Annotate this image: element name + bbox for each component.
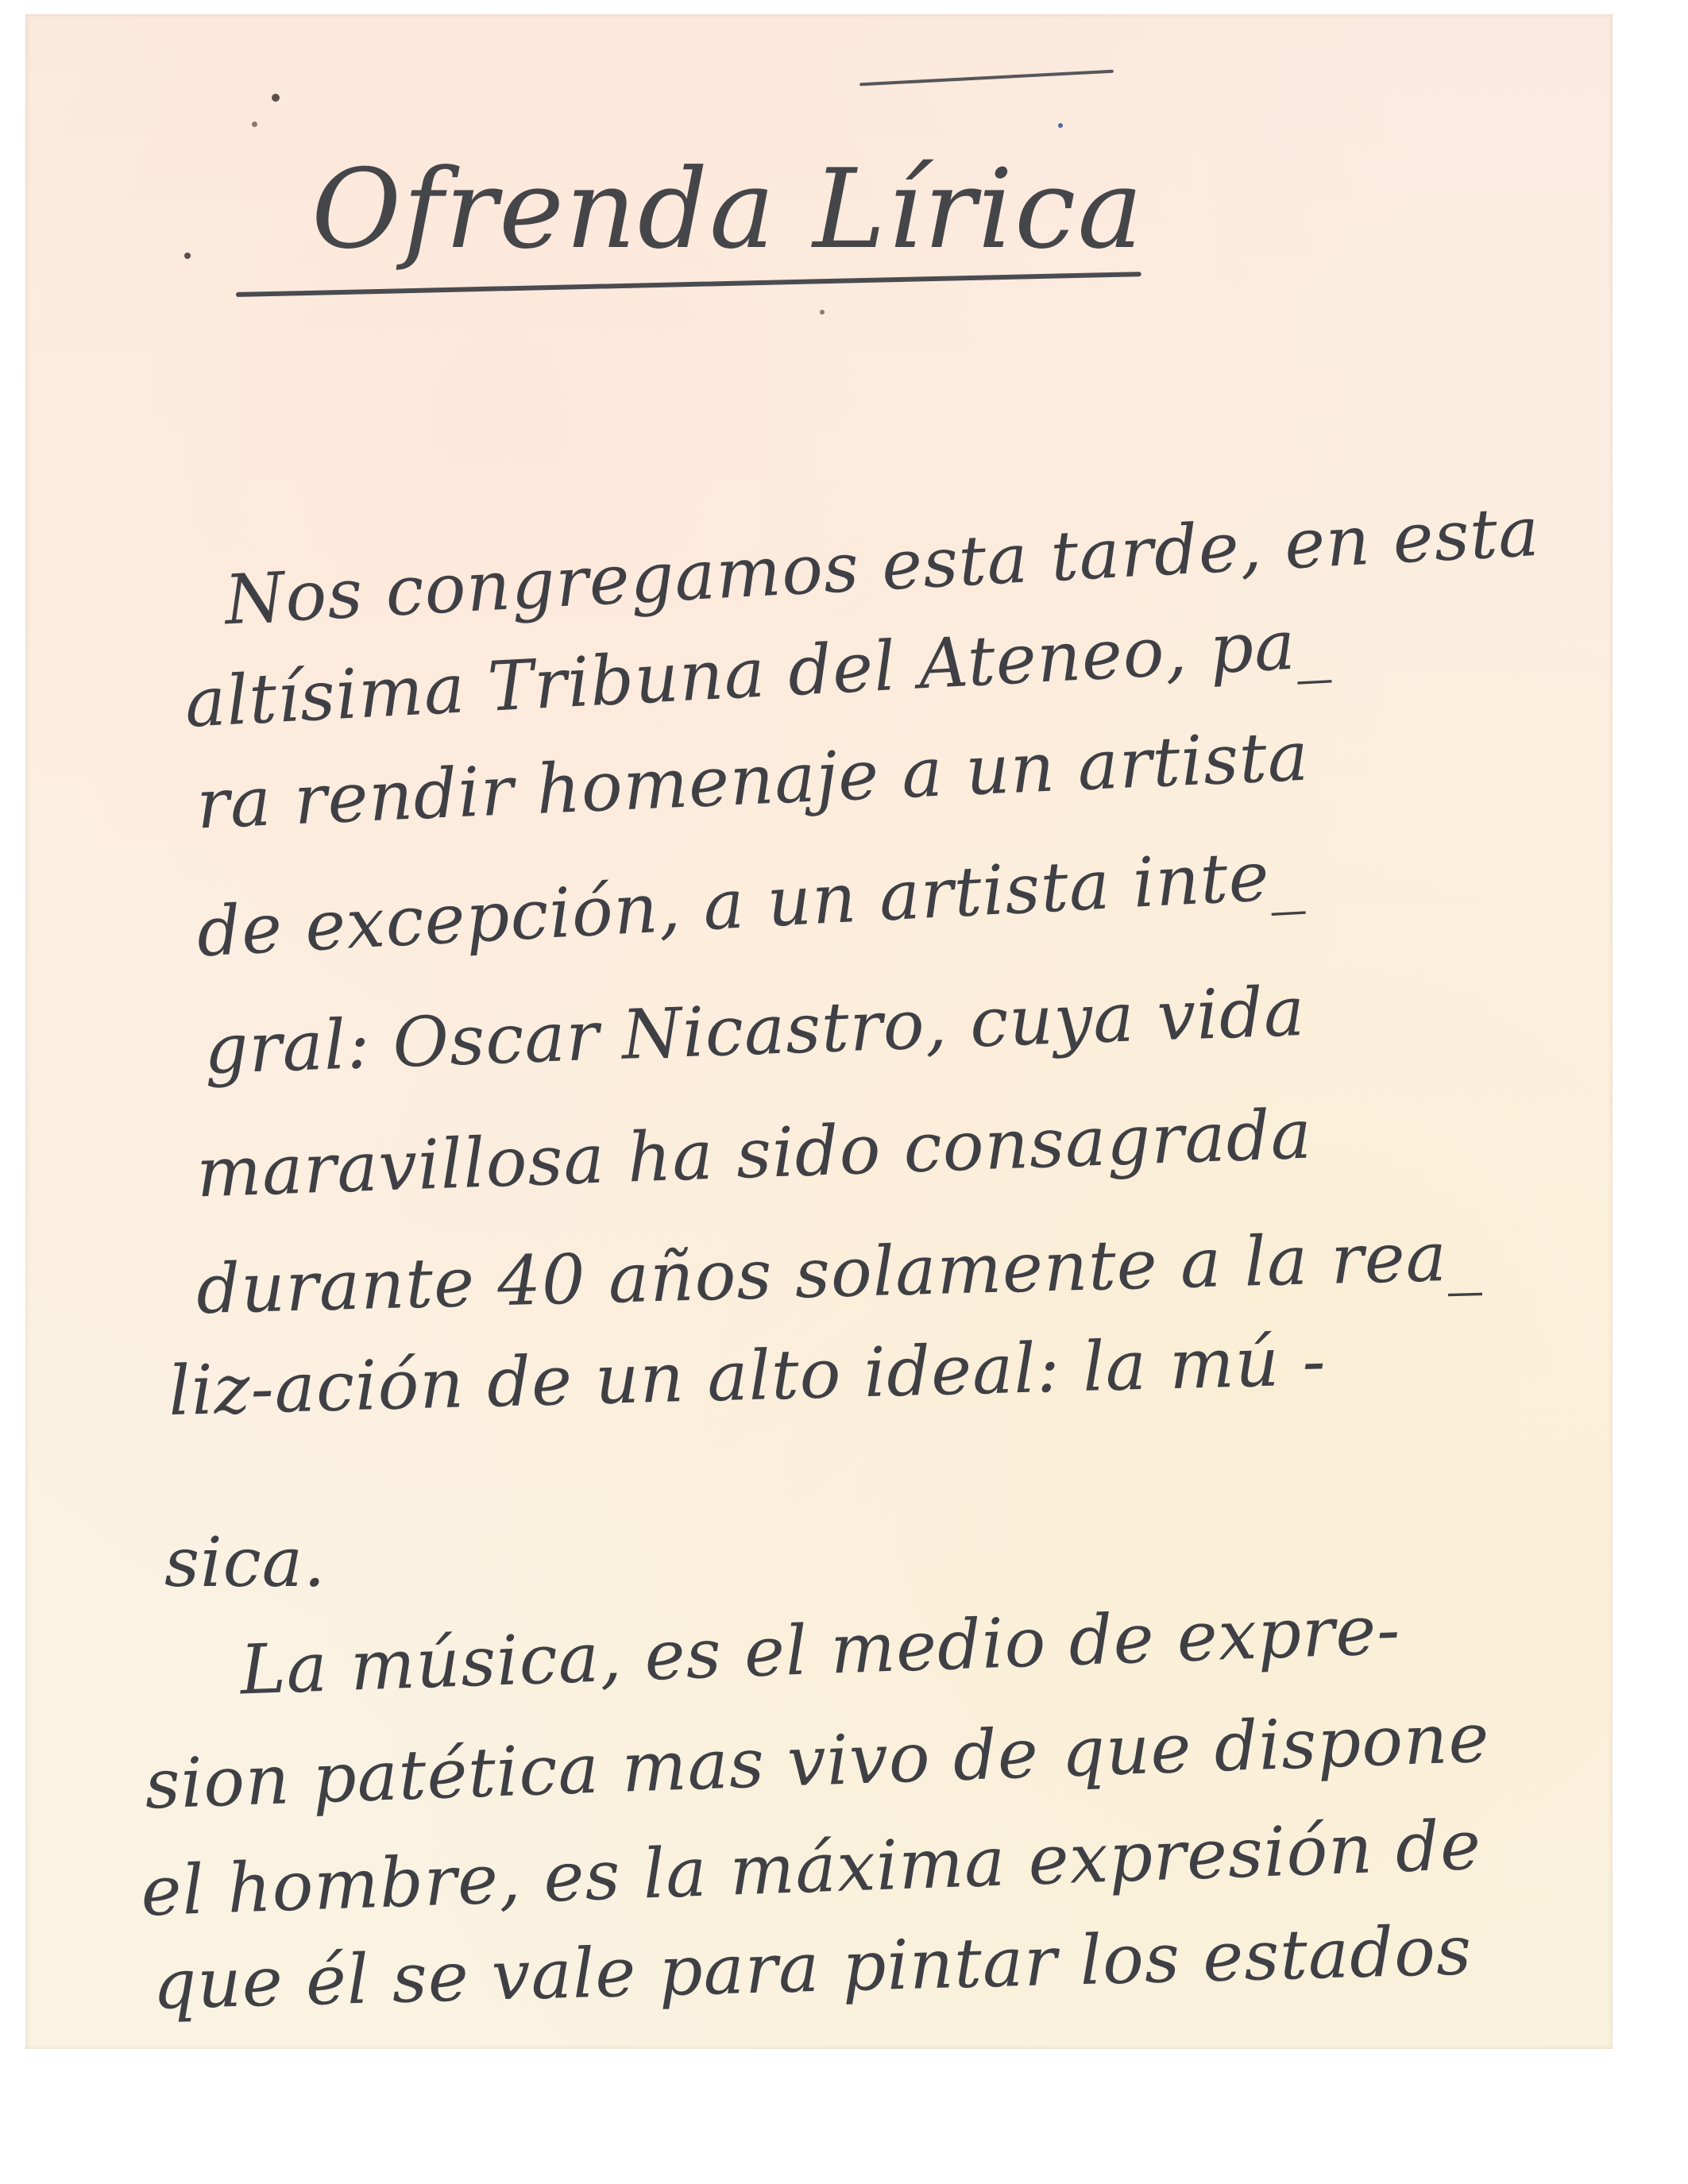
text-line: La música, es el medio de expre- [238, 1590, 1402, 1711]
text-line: altísima Tribuna del Ateneo, pa_ [183, 604, 1333, 743]
text-line: sion patética mas vivo de que dispone [143, 1698, 1491, 1825]
ink-speck [184, 253, 191, 259]
title-flourish-stroke [859, 70, 1114, 87]
ink-speck [252, 122, 257, 127]
document-title: Ofrenda Lírica [311, 145, 1145, 273]
paper-sheet [25, 14, 1613, 2049]
text-line: durante 40 años solamente a la rea_ [195, 1216, 1484, 1330]
text-line: liz-ación de un alto ideal: la mú - [167, 1321, 1327, 1432]
title-underline [236, 272, 1141, 297]
text-line: maravillosa ha sido consagrada [195, 1094, 1314, 1214]
ink-speck [272, 94, 280, 102]
text-line: sica. [164, 1523, 326, 1603]
text-line: que él se vale para pintar los estados [151, 1911, 1474, 2025]
text-line: ra rendir homenaje a un artista [195, 716, 1311, 845]
ink-speck [820, 310, 825, 314]
text-line: Nos congregamos esta tarde, en esta [222, 492, 1542, 641]
text-line: gral: Oscar Nicastro, cuya vida [203, 971, 1307, 1090]
text-line: el hombre, es la máxima expresión de [139, 1805, 1483, 1932]
ink-speck [1058, 123, 1063, 128]
text-line: de excepción, a un artista inte_ [195, 835, 1307, 973]
